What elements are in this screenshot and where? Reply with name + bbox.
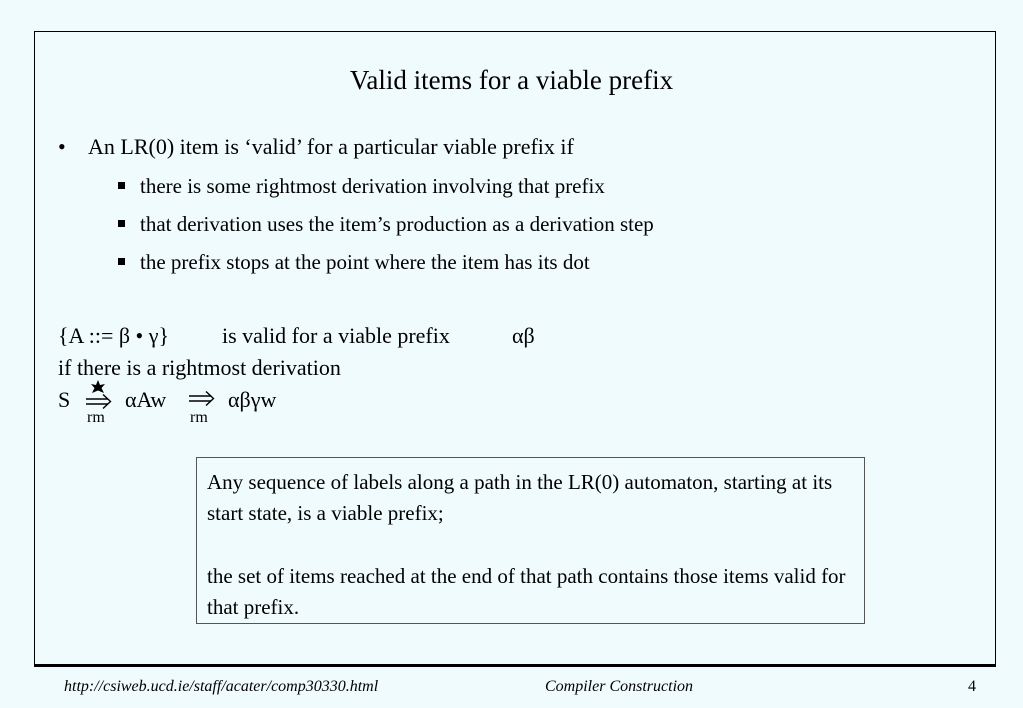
main-bullet-text: An LR(0) item is ‘valid’ for a particular viable prefix if [88,134,574,159]
footer-url: http://csiweb.ucd.ie/staff/acater/comp30330.html [64,678,379,695]
sub-bullet-text: there is some rightmost derivation involving that prefix [140,174,605,198]
start-symbol: S [58,387,71,412]
derives-arrow-icon [187,384,217,412]
square-bullet-icon [118,220,125,227]
item-notation: {A ::= β • γ} [58,323,170,348]
footer-divider [34,665,996,667]
sentential-form-end: αβγw [228,387,277,412]
note-paragraph-1: Any sequence of labels along a path in the LR(0) automaton, starting at its start state, is a viable prefix; [207,470,833,525]
if-derivation-text: if there is a rightmost derivation [58,355,341,380]
viable-prefix-symbol: αβ [512,323,535,348]
bullet-dot: • [58,134,66,159]
note-box [196,457,865,624]
rm-subscript-2: rm [190,409,208,426]
valid-for-text: is valid for a viable prefix [222,323,450,348]
square-bullet-icon [118,258,125,265]
note-paragraph-2: the set of items reached at the end of that path contains those items valid for that prefix. [207,564,846,619]
rm-subscript-1: rm [87,409,105,426]
sub-bullet-text: that derivation uses the item’s production as a derivation step [140,212,654,236]
square-bullet-icon [118,182,125,189]
sub-bullet-text: the prefix stops at the point where the item has its dot [140,250,590,274]
sentential-form-mid: αAw [125,387,167,412]
slide-title: Valid items for a viable prefix [349,65,674,95]
page-number: 4 [968,678,976,695]
footer-course: Compiler Construction [545,678,694,695]
